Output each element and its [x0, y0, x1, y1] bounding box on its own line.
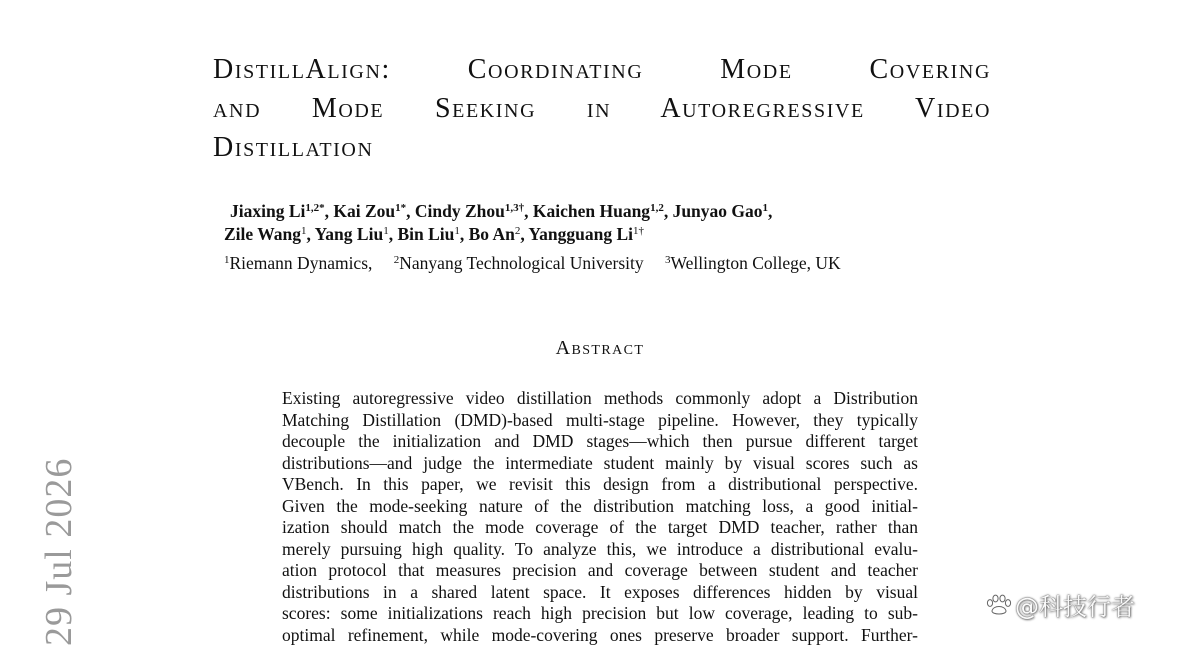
author-affiliation-mark: 1 — [454, 225, 460, 237]
author-affiliation-mark: 1* — [395, 202, 407, 214]
paper-title — [213, 50, 991, 167]
author-name: Kaichen Huang — [532, 201, 651, 221]
author-line-2: Zile Wang$^1$, Yang Liu$^1$, Bin Liu$^1$, Bo An$^2$, Yangguang $Li^{1\dagger}$ — [224, 224, 644, 244]
abstract-line: distributions in a shared latent space. It exposes differences hidden by visual — [282, 581, 918, 602]
author-name: Bin Liu — [397, 224, 455, 244]
author-affiliation-mark: 1,2* — [305, 202, 325, 214]
abstract-line: merely pursuing high quality. To analyze this, we introduce a distributional evalu- — [282, 538, 918, 559]
abstract-line: ation protocol that measures precision and coverage between student and teacher — [282, 560, 918, 580]
watermark-text: @科技行者 — [1015, 593, 1135, 621]
paw-logo-icon — [985, 594, 1013, 616]
abstract-line: scores: some initializations reach high precision but low coverage, leading to sub- — [282, 603, 918, 623]
author-name: Bo An — [468, 224, 515, 244]
abstract-body — [282, 388, 918, 646]
author-name: Junyao Gao — [672, 201, 763, 221]
abstract-line: optimal refinement, while mode-covering ones preserve broader support. Further- — [282, 624, 918, 645]
affiliation-number: 1 — [224, 254, 230, 266]
author-name: Yang Liu — [314, 224, 384, 244]
author-name: Cindy Zhou — [414, 201, 505, 221]
author-affiliation-mark: 1,3† — [504, 202, 525, 214]
author-name: Kai Zou — [333, 201, 396, 221]
abstract-line: decouple the initialization and DMD stages—which then pursue different target — [282, 431, 918, 451]
title-line-2: and Mode Seeking in Autoregressive Video — [213, 93, 991, 124]
author-line-1: Jiaxing $Li^{1,2*}$, Kai Zou$^{1*}$, Cindy Zhou$^{1,3\dagger}$, Kaichen Huang$^{1,2}$, Junyao Gao$^1$, — [230, 201, 773, 221]
affiliation-item — [665, 253, 841, 273]
abstract-heading: Abstract — [555, 337, 645, 359]
arxiv-date-stamp: 29 Jul 2026 — [38, 457, 80, 646]
author-affiliation-mark: 1 — [762, 202, 769, 214]
affiliation-item — [394, 253, 644, 273]
abstract-line: Given the mode-seeking nature of the distribution matching loss, a good initial- — [282, 495, 918, 516]
abstract-line: Existing autoregressive video distillation methods commonly adopt a Distribution — [282, 388, 918, 408]
author-name: Jiaxing Li — [230, 201, 306, 221]
affiliation-name: Riemann Dynamics, — [229, 253, 373, 273]
author-affiliation-mark: 1 — [383, 225, 389, 237]
affiliation-number: 2 — [393, 254, 400, 266]
abstract-line: VBench. In this paper, we revisit this design from a distributional perspective. — [282, 474, 918, 494]
author-affiliation-mark: 1,2 — [650, 202, 664, 214]
title-line-1: DistillAlign: Coordinating Mode Covering — [213, 54, 991, 85]
author-affiliation-mark: 1 — [301, 225, 307, 237]
author-affiliation-mark: 1† — [632, 225, 644, 237]
author-name: Yangguang Li — [528, 224, 633, 244]
abstract-line: ization should match the mode coverage of the target DMD teacher, rather than — [282, 517, 918, 537]
affiliation-name: Wellington College, UK — [670, 253, 841, 273]
title-line-3: Distillation — [213, 132, 374, 163]
affiliation-item — [224, 253, 372, 273]
affiliation-name: Nanyang Technological University — [399, 253, 644, 273]
watermark — [985, 587, 1135, 622]
abstract-line: distributions—and judge the intermediate student mainly by visual scores such as — [282, 452, 918, 473]
author-list — [224, 200, 772, 246]
abstract-line: Matching Distillation (DMD)-based multi-stage pipeline. However, they typically — [282, 409, 918, 430]
affiliation-number: 3 — [665, 254, 671, 266]
author-name: Zile Wang — [224, 224, 301, 244]
author-affiliation-mark: 2 — [514, 225, 521, 237]
affiliation-list — [224, 252, 858, 275]
